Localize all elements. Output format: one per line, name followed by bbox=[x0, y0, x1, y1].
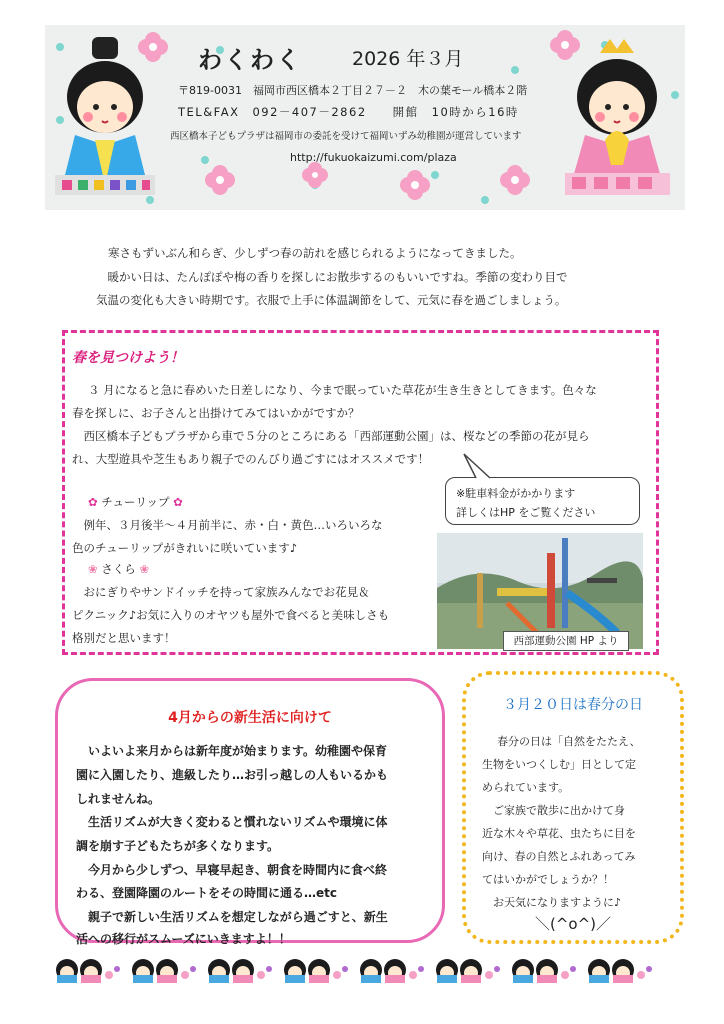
website-link[interactable]: http://fukuokaizumi.com/plaza bbox=[290, 151, 457, 164]
equinox-section-title: ３月２０日は春分の日 bbox=[503, 697, 643, 713]
intro-line-3: 気温の変化も大きい時期です。衣服で上手に体温調節をして、元気に春を過ごしましょう。 bbox=[96, 293, 567, 307]
bubble-line: ※駐車料金がかかります bbox=[456, 487, 576, 500]
cherry-blossom-icon: ❀ bbox=[139, 562, 150, 576]
equinox-line: 近な木々や草花、虫たちに目を bbox=[482, 827, 636, 840]
new-life-line: 今月から少しずつ、早寝早起き、朝食を時間内に食べ終 bbox=[76, 863, 388, 877]
equinox-line: 向け、春の自然とふれあってみ bbox=[482, 850, 636, 863]
emperor-doll-illustration bbox=[50, 35, 160, 195]
new-life-line: 園に入園したり、進級したり…お引っ越しの人もいるかも bbox=[76, 768, 389, 782]
issue-date: 2026 年３月 bbox=[352, 48, 464, 70]
parking-note-bubble bbox=[445, 477, 640, 525]
address: 〒819-0031 福岡市西区橋本２丁目２７－２ 木の葉モール橋本２階 bbox=[178, 84, 528, 97]
tulip-heading bbox=[88, 494, 183, 510]
new-life-line: しれませんね。 bbox=[76, 792, 161, 806]
bubble-tail bbox=[462, 452, 492, 480]
tulip-icon: ✿ bbox=[173, 495, 183, 509]
equinox-line: められています。 bbox=[482, 781, 570, 794]
tulip-text-line: 例年、３月後半～４月前半に、赤・白・黄色…いろいろな bbox=[72, 518, 383, 532]
equinox-line: てはいかがでしょうか？！ bbox=[482, 873, 614, 886]
tulip-text-line: 色のチューリップがきれいに咲いています♪ bbox=[72, 541, 298, 555]
cheering-face-emoticon: ＼(^o^)／ bbox=[534, 915, 612, 933]
new-life-line: いよいよ来月からは新年度が始まります。幼稚園や保育 bbox=[76, 744, 388, 758]
new-life-line: 活への移行がスムーズにいきますよ！！ bbox=[76, 932, 291, 946]
spring-paragraph-line: れ、大型遊具や芝生もあり親子でのんびり過ごすにはオススメです！ bbox=[72, 452, 430, 466]
spring-section-title: 春を見つけよう！ bbox=[72, 350, 184, 366]
newsletter-title: わくわく bbox=[198, 46, 302, 74]
footer-hina-border bbox=[55, 955, 675, 985]
spring-paragraph-line: 西区橋本子どもプラザから車で５分のところにある「西部運動公園」は、桜などの季節の花が見ら bbox=[72, 429, 590, 443]
sakura-text-line: おにぎりやサンドイッチを持って家族みんなでお花見＆ bbox=[72, 585, 370, 599]
equinox-line: 生物をいつくしむ」日として定 bbox=[482, 758, 636, 771]
new-life-line: 生活リズムが大きく変わると慣れないリズムや環境に体 bbox=[76, 815, 388, 829]
equinox-line: お天気になりますように♪ bbox=[482, 896, 622, 909]
new-life-section-title: 4月からの新生活に向けて bbox=[168, 710, 332, 726]
operator-note: 西区橋本子どもプラザは福岡市の委託を受けて福岡いずみ幼稚園が運営しています bbox=[170, 131, 522, 142]
contact-hours: TEL&FAX 092－407－2862 開館 10時から16時 bbox=[178, 105, 519, 119]
sakura-heading bbox=[88, 561, 149, 577]
sakura-text-line: 格別だと思います！ bbox=[72, 631, 176, 645]
new-life-line: わる、登園降園のルートをその時間に通る…etc bbox=[76, 886, 337, 900]
equinox-line: ご家族で散歩に出かけて身 bbox=[482, 804, 625, 817]
tulip-icon: ✿ bbox=[88, 495, 98, 509]
bubble-line: 詳しくはHP をご覧ください bbox=[456, 506, 596, 519]
tulip-heading-label: チューリップ bbox=[101, 495, 170, 509]
intro-line-1: 寒さもずいぶん和らぎ、少しずつ春の訪れを感じられるようになってきました。 bbox=[108, 246, 522, 260]
equinox-line: 春分の日は「自然をたたえ、 bbox=[497, 735, 641, 748]
intro-line-2: 暖かい日は、たんぽぽや梅の香りを探しにお散歩するのもいいですね。季節の変わり目で bbox=[96, 270, 568, 284]
spring-paragraph-line: ３ 月になると急に春めいた日差しになり、今まで眠っていた草花が生き生きとしてきます。色々な bbox=[88, 383, 597, 397]
sakura-heading-label: さくら bbox=[101, 562, 136, 576]
cherry-blossom-icon: ❀ bbox=[88, 562, 98, 576]
sakura-text-line: ピクニック♪お気に入りのオヤツも屋外で食べると美味しさも bbox=[72, 608, 390, 622]
photo-caption: 西部運動公園 HP より bbox=[503, 631, 629, 651]
new-life-line: 親子で新しい生活リズムを想定しながら過ごすと、新生 bbox=[76, 910, 388, 924]
empress-doll-illustration bbox=[560, 35, 675, 195]
spring-paragraph-line: 春を探しに、お子さんと出掛けてみてはいかがですか？ bbox=[72, 406, 360, 420]
new-life-line: 調を崩す子どもたちが多くなります。 bbox=[76, 839, 280, 853]
